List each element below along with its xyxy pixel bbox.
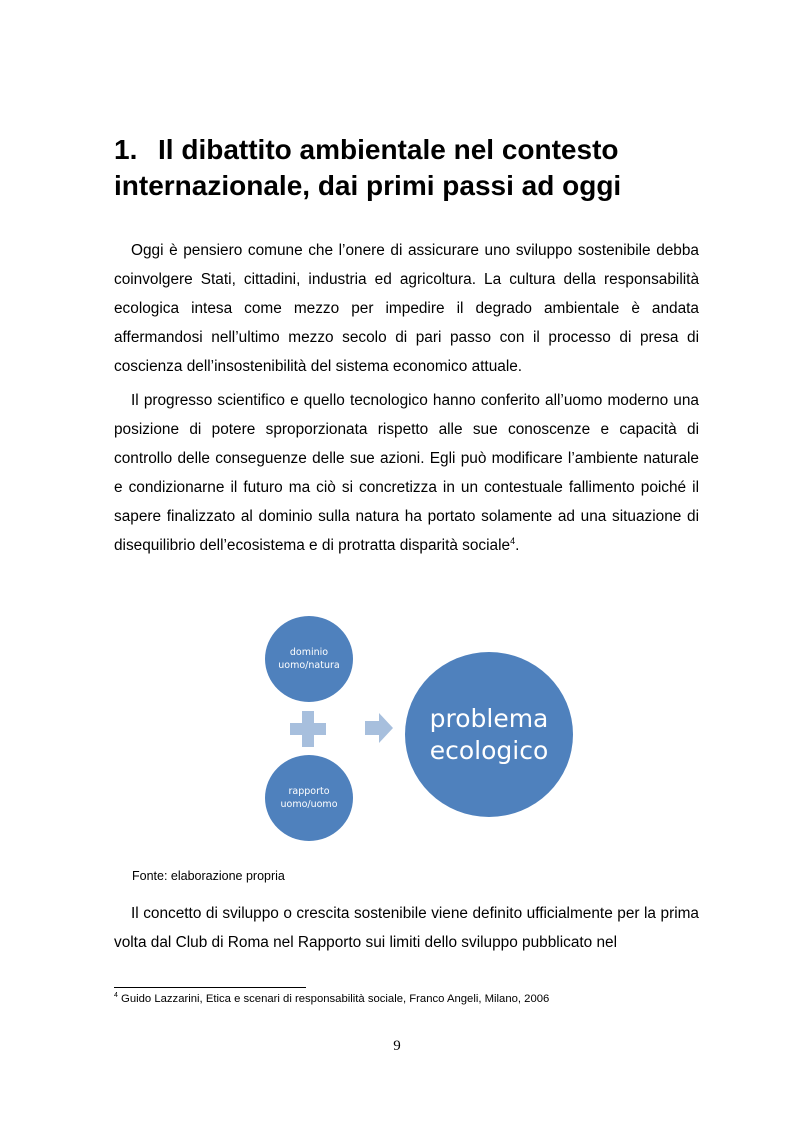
result-line1: problema — [429, 703, 549, 733]
page-number: 9 — [393, 1038, 401, 1054]
node-problema-ecologico — [405, 652, 573, 817]
node-dominio-uomo-natura — [265, 616, 353, 702]
paragraph-2 — [114, 386, 699, 560]
figure-caption: Fonte: elaborazione propria — [132, 869, 285, 883]
paragraph-2-text: Il progresso scientifico e quello tecnologico hanno conferito all’uomo moderno una posizione di potere sproporzionata rispetto alle sue conoscenze e capacità di controllo delle conseguenze delle sue azioni. Egli può modificare l’ambiente naturale e condizionarne il futuro ma ciò si concretizza in un contestuale fallimento poiché il sapere finalizzato al dominio sulla natura ha portato solamente ad una situazione di disequilibrio dell’ecosistema e di protratta disparità sociale — [114, 392, 699, 554]
footnote — [114, 993, 549, 1005]
arrow-right-icon — [365, 713, 393, 743]
footnote-number: 4 — [114, 992, 118, 1000]
result-line2: ecologico — [429, 735, 549, 765]
footnote-text: Guido Lazzarini, Etica e scenari di responsabilità sociale, Franco Angeli, Milano, 2006 — [117, 993, 550, 1005]
chapter-title: Il dibattito ambientale nel contesto internazionale, dai primi passi ad oggi — [114, 134, 622, 201]
footnote-reference[interactable]: 4 — [510, 535, 516, 546]
chapter-number: 1. — [114, 134, 138, 165]
node2-line2: uomo/uomo — [280, 799, 338, 810]
chapter-heading — [114, 132, 714, 204]
plus-icon — [290, 711, 326, 747]
node1-line2: uomo/natura — [278, 660, 340, 671]
node2-line1: rapporto — [288, 786, 330, 797]
paragraph-2-end: . — [515, 537, 520, 554]
node-rapporto-uomo-uomo — [265, 755, 353, 841]
paragraph-1: Oggi è pensiero comune che l’onere di assicurare uno sviluppo sostenibile debba coinvolgere Stati, cittadini, industria ed agricoltura. La cultura della responsabilità ecologica intesa come mezzo per impedire il degrado ambientale è andata affermandosi nell’ultimo mezzo secolo di pari passo con il processo di presa di coscienza dell’insostenibilità del sistema economico attuale. — [114, 242, 699, 375]
node1-line1: dominio — [289, 647, 329, 658]
paragraph-3: Il concetto di sviluppo o crescita sostenibile viene definito ufficialmente per la prima volta dal Club di Roma nel Rapporto sui limiti dello sviluppo pubblicato nel — [114, 905, 699, 951]
concept-diagram — [250, 600, 590, 850]
footnote-divider — [114, 987, 306, 988]
